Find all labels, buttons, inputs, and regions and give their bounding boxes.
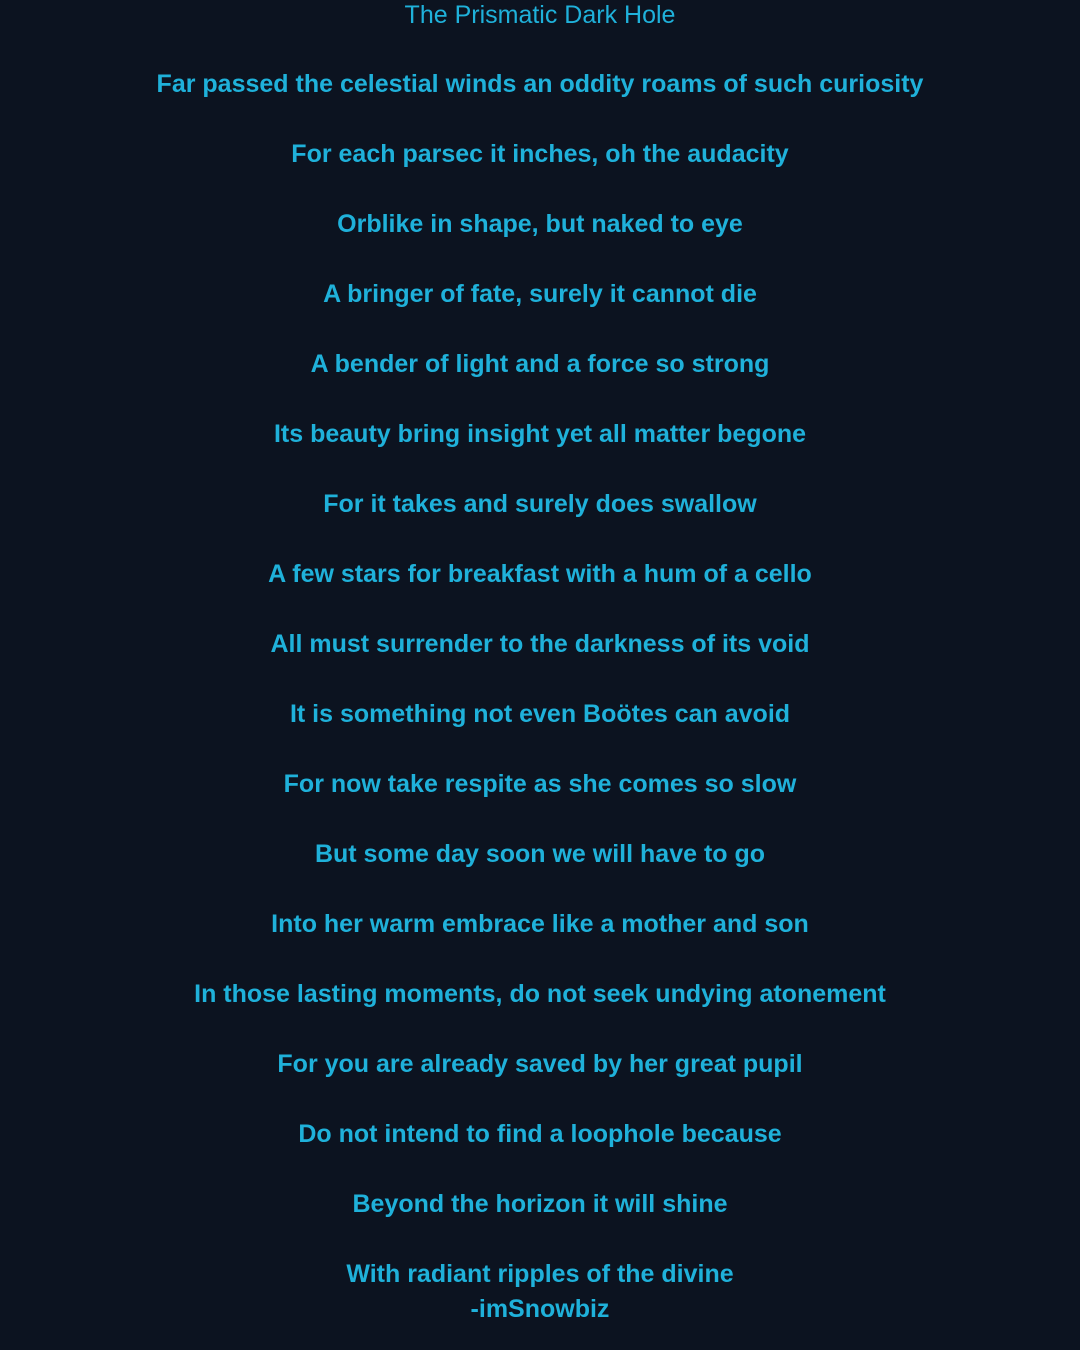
- poem-line: Far passed the celestial winds an oddity roams of such curiosity: [156, 70, 924, 98]
- poem-line: With radiant ripples of the divine: [346, 1260, 734, 1288]
- poem-line: Beyond the horizon it will shine: [352, 1190, 728, 1218]
- poem-line: Its beauty bring insight yet all matter begone: [273, 420, 807, 448]
- poem-title: The Prismatic Dark Hole: [404, 1, 676, 29]
- author-signature: -imSnowbiz: [470, 1295, 610, 1323]
- poem-line: All must surrender to the darkness of its void: [270, 630, 810, 658]
- poem-line: But some day soon we will have to go: [314, 840, 766, 868]
- poem-line: In those lasting moments, do not seek undying atonement: [194, 980, 886, 1008]
- poem-line: Orblike in shape, but naked to eye: [337, 210, 743, 238]
- poem-line: A bender of light and a force so strong: [310, 350, 770, 378]
- poem-line: It is something not even Boötes can avoid: [289, 700, 791, 728]
- poem-line: A bringer of fate, surely it cannot die: [323, 280, 757, 308]
- poem-line: For now take respite as she comes so slow: [283, 770, 797, 798]
- poem-line: For you are already saved by her great pupil: [277, 1050, 803, 1078]
- poem-line: Into her warm embrace like a mother and son: [271, 910, 809, 938]
- poem-line: For each parsec it inches, oh the audacity: [291, 140, 789, 168]
- poem-line: Do not intend to find a loophole because: [298, 1120, 782, 1148]
- poem-line: For it takes and surely does swallow: [323, 490, 757, 518]
- poem-line: A few stars for breakfast with a hum of a cello: [268, 560, 812, 588]
